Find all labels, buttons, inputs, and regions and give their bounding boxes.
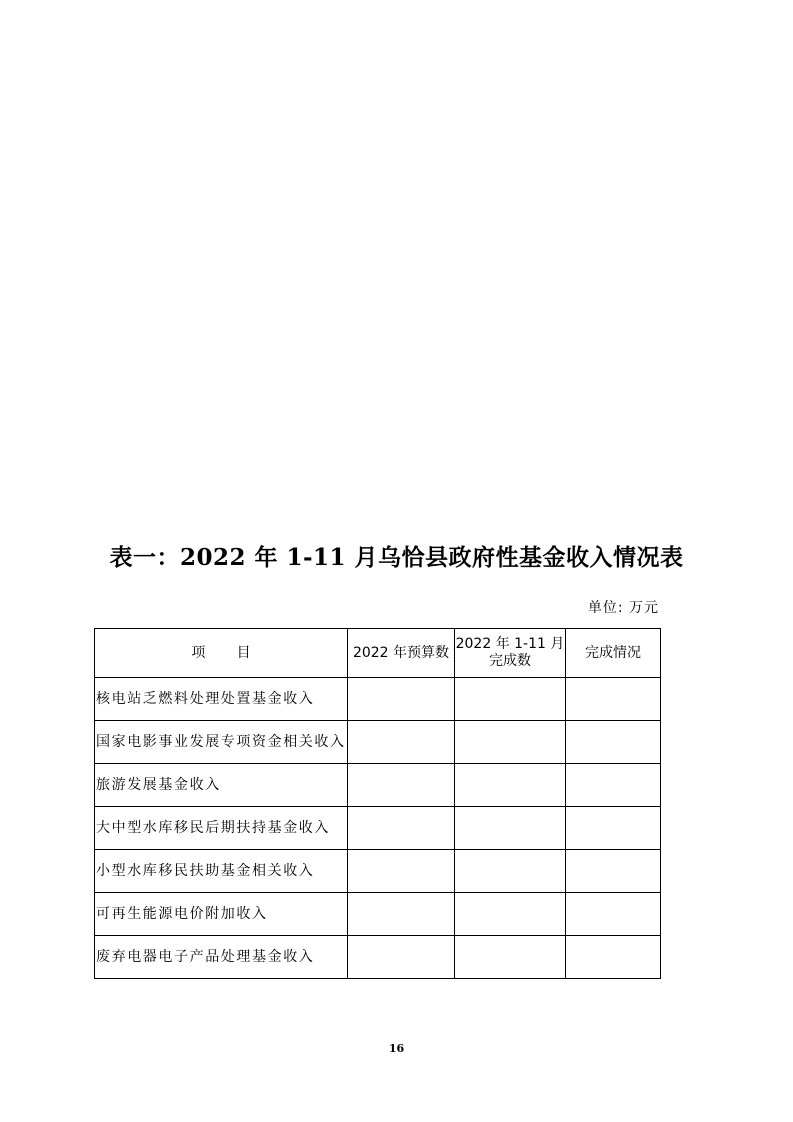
cell-item: 废弃电器电子产品处理基金收入 bbox=[95, 936, 348, 979]
cell-budget bbox=[348, 764, 455, 807]
cell-status bbox=[566, 850, 661, 893]
cell-budget bbox=[348, 721, 455, 764]
table-row bbox=[95, 850, 661, 893]
table-row bbox=[95, 678, 661, 721]
page-title: 表一：2022 年 1-11 月乌恰县政府性基金收入情况表 bbox=[109, 544, 684, 571]
header-status: 完成情况 bbox=[566, 629, 661, 678]
table-row bbox=[95, 721, 661, 764]
page-number: 16 bbox=[388, 1042, 405, 1055]
cell-completed bbox=[455, 850, 566, 893]
cell-budget bbox=[348, 850, 455, 893]
cell-item: 大中型水库移民后期扶持基金收入 bbox=[95, 807, 348, 850]
header-budget: 2022 年预算数 bbox=[348, 629, 455, 678]
cell-item: 小型水库移民扶助基金相关收入 bbox=[95, 850, 348, 893]
header-item: 项 目 bbox=[95, 629, 348, 678]
table-header-row bbox=[95, 629, 661, 678]
cell-status bbox=[566, 807, 661, 850]
cell-item: 可再生能源电价附加收入 bbox=[95, 893, 348, 936]
cell-budget bbox=[348, 678, 455, 721]
table-row bbox=[95, 893, 661, 936]
unit-label: 单位: 万元 bbox=[587, 600, 659, 616]
cell-completed bbox=[455, 678, 566, 721]
cell-completed bbox=[455, 807, 566, 850]
table-row bbox=[95, 936, 661, 979]
cell-status bbox=[566, 893, 661, 936]
cell-item: 旅游发展基金收入 bbox=[95, 764, 348, 807]
table-row bbox=[95, 807, 661, 850]
cell-item: 国家电影事业发展专项资金相关收入 bbox=[95, 721, 348, 764]
revenue-table bbox=[94, 628, 661, 979]
cell-completed bbox=[455, 721, 566, 764]
cell-budget bbox=[348, 936, 455, 979]
cell-status bbox=[566, 721, 661, 764]
header-completed: 2022 年 1-11 月完成数 bbox=[455, 629, 566, 678]
cell-status bbox=[566, 678, 661, 721]
cell-completed bbox=[455, 936, 566, 979]
cell-completed bbox=[455, 893, 566, 936]
cell-completed bbox=[455, 764, 566, 807]
cell-budget bbox=[348, 807, 455, 850]
cell-status bbox=[566, 764, 661, 807]
cell-budget bbox=[348, 893, 455, 936]
cell-item: 核电站乏燃料处理处置基金收入 bbox=[95, 678, 348, 721]
cell-status bbox=[566, 936, 661, 979]
table-row bbox=[95, 764, 661, 807]
